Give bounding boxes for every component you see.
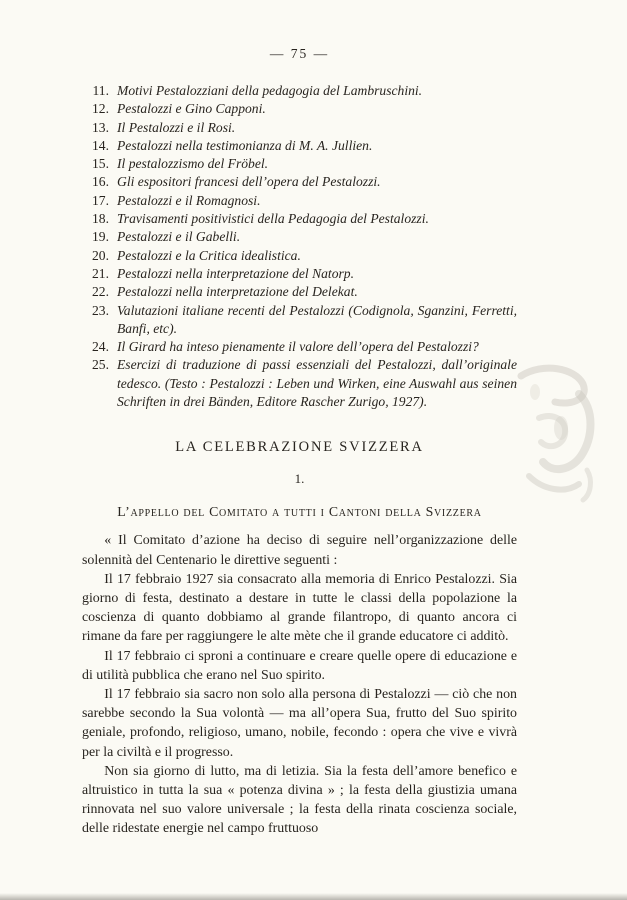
list-item-number: 19. xyxy=(92,229,109,245)
paragraph: Il 17 febbraio ci sproni a continuare e creare quelle opere di educazione e di utilità pubblica che erano nel Suo spirito. xyxy=(82,648,517,683)
list-item xyxy=(82,155,517,173)
list-item-number: 21. xyxy=(92,265,109,281)
list-item xyxy=(82,192,517,210)
list-item-number: 17. xyxy=(92,192,109,208)
topic-list xyxy=(82,82,517,411)
list-item xyxy=(82,100,517,118)
list-item xyxy=(82,210,517,228)
list-item-number: 25. xyxy=(92,357,109,373)
paragraph: Il 17 febbraio sia sacro non solo alla persona di Pestalozzi — ciò che non sarebbe secondo la Sua volontà — ma all’opera Sua, frutto del Suo spirito geniale, profondo, religioso, umano, nobile, fecondo : opera che vive e vivrà per la civiltà e il progresso. xyxy=(82,686,517,760)
list-item-number: 24. xyxy=(92,339,109,355)
list-item xyxy=(82,338,517,356)
list-item-text: Il Girard ha inteso pienamente il valore dell’opera del Pestalozzi? xyxy=(117,339,479,355)
list-item-text: Pestalozzi nella interpretazione del Delekat. xyxy=(117,284,358,300)
paragraph: « Il Comitato d’azione ha deciso di seguire nell’organizzazione delle solennità del Centenario le direttive seguenti : xyxy=(82,533,517,568)
list-item-text: Travisamenti positivistici della Pedagogia del Pestalozzi. xyxy=(117,211,429,227)
list-item-number: 12. xyxy=(92,101,109,117)
list-item-number: 13. xyxy=(92,119,109,135)
list-item xyxy=(82,173,517,191)
section-number: 1. xyxy=(294,471,305,487)
list-item-text: Esercizi di traduzione di passi essenziali del Pestalozzi, dall’originale tedesco. (Testo : Pestalozzi : Leben und Wirken, eine Auswahl aus seinen Schriften in drei Bänden, Editore Rascher Zurigo, 1927). xyxy=(117,357,517,410)
list-item-text: Pestalozzi nella interpretazione del Natorp. xyxy=(117,265,354,281)
list-item-text: Il Pestalozzi e il Rosi. xyxy=(117,119,236,135)
list-item-number: 18. xyxy=(92,211,109,227)
list-item-number: 15. xyxy=(92,156,109,172)
list-item xyxy=(82,302,517,339)
list-item xyxy=(82,137,517,155)
paragraph: Il 17 febbraio 1927 sia consacrato alla memoria di Enrico Pestalozzi. Sia giorno di festa, destinato a destare in tutte le classi della popolazione la coscienza di quanto dobbiamo al grande filantropo, di quanto ancora ci rimane da fare per raggiungere le alte mète che il grande educatore ci additò. xyxy=(82,571,517,645)
list-item-text: Pestalozzi nella testimonianza di M. A. Jullien. xyxy=(117,137,373,153)
paragraph: Non sia giorno di lutto, ma di letizia. Sia la festa dell’amore benefico e altruistico in tutta la sua « potenza divina » ; la festa della giustizia umana rinnovata nel suo valore universale ; la festa della rinata coscienza sociale, delle ridestate energie nel campo fruttuoso xyxy=(82,763,517,837)
list-item xyxy=(82,119,517,137)
list-item xyxy=(82,356,517,411)
list-item-number: 11. xyxy=(92,83,109,98)
list-item-text: Gli espositori francesi dell’opera del Pestalozzi. xyxy=(117,174,381,190)
list-item-number: 22. xyxy=(92,284,109,300)
scan-edge-shadow xyxy=(0,893,627,900)
list-item-number: 16. xyxy=(92,174,109,190)
list-item-text: Pestalozzi e il Romagnosi. xyxy=(117,192,261,208)
body-paragraphs xyxy=(82,531,517,838)
list-item-number: 23. xyxy=(92,302,109,318)
section-subheading: L’appello del Comitato a tutti i Cantoni della Svizzera xyxy=(117,504,482,520)
ink-stamp xyxy=(509,358,601,508)
list-item-text: Pestalozzi e la Critica idealistica. xyxy=(117,247,301,263)
list-item-text: Motivi Pestalozziani della pedagogia del Lambruschini. xyxy=(117,83,423,98)
list-item-text: Valutazioni italiane recenti del Pestalozzi (Codignola, Sganzini, Ferretti, Banfi, etc). xyxy=(117,302,517,336)
list-item xyxy=(82,265,517,283)
page-number: — 75 — xyxy=(269,46,330,61)
list-item-number: 20. xyxy=(92,247,109,263)
list-item-text: Pestalozzi e il Gabelli. xyxy=(117,229,241,245)
list-item xyxy=(82,283,517,301)
section-title: LA CELEBRAZIONE SVIZZERA xyxy=(175,439,424,456)
list-item xyxy=(82,228,517,246)
list-item-text: Pestalozzi e Gino Capponi. xyxy=(117,101,266,117)
list-item xyxy=(82,247,517,265)
list-item-text: Il pestalozzismo del Fröbel. xyxy=(117,156,269,172)
list-item xyxy=(82,82,517,100)
list-item-number: 14. xyxy=(92,137,109,153)
